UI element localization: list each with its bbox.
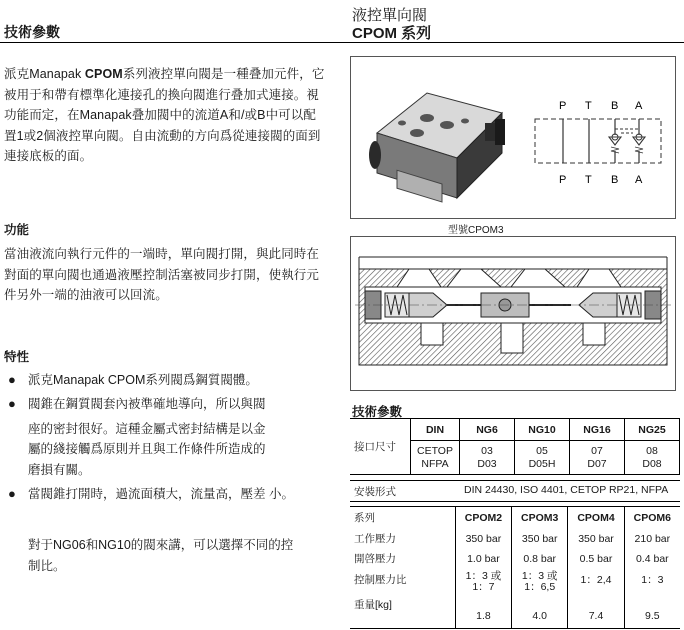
cetop-label: CETOP (417, 444, 453, 457)
feature-item (8, 394, 338, 480)
intro-text: 功能而定，在Manapak叠加閥中的流道A和/或B中可以配 (4, 108, 316, 122)
weight-value: 1.8 (455, 595, 511, 629)
opening-pressure-value: 1.0 bar (455, 549, 511, 569)
cetop-cell (570, 441, 625, 475)
cetop-value: 07 (591, 444, 603, 457)
working-pressure-label: 工作壓力 (354, 533, 396, 545)
bullet-icon: ● (8, 372, 16, 387)
nfpa-value: D08 (642, 457, 662, 470)
figure-caption: 型號CPOM3 (448, 225, 504, 236)
specs-heading: 技術參數 (352, 405, 403, 419)
note-text: 制比。 (28, 558, 66, 573)
cetop-value: 03 (481, 444, 493, 457)
col-header: NG6 (460, 419, 515, 441)
control-ratio-value: 1：2,4 (568, 569, 624, 595)
working-pressure-value: 350 bar (568, 529, 624, 549)
control-ratio-cell (455, 569, 511, 595)
control-ratio-value: 1：3 或 (521, 569, 558, 582)
mounting-value: DIN 24430, ISO 4401, CETOP RP21, NFPA (464, 484, 669, 496)
working-pressure-value: 350 bar (512, 529, 568, 549)
cross-section-drawing (351, 237, 675, 390)
weight-value: 9.5 (624, 595, 680, 629)
port-label-b-bottom: B (611, 174, 619, 186)
port-size-table (350, 418, 680, 475)
series-name: CPOM2 (455, 507, 511, 529)
hydraulic-symbol (523, 67, 673, 207)
note-text: 對于NG06和NG10的閥來講，可以選擇不同的控 (28, 538, 294, 552)
series-name: CPOM6 (624, 507, 680, 529)
series-name: CPOM4 (568, 507, 624, 529)
port-label-p-top: P (559, 100, 567, 112)
cross-section-figure (350, 236, 676, 391)
nfpa-value: D07 (587, 457, 607, 470)
feature-text: 當閥錐打開時，過流面積大，流量高，壓差 小。 (28, 487, 294, 501)
product-series: CPOM 系列 (352, 25, 432, 42)
intro-text: 系列液控單向閥是一種叠加元件，它 (122, 67, 325, 81)
opening-pressure-value: 0.4 bar (624, 549, 680, 569)
col-header: NG16 (570, 419, 625, 441)
features-heading: 特性 (4, 350, 30, 364)
series-table (350, 506, 680, 629)
port-label-b-top: B (611, 100, 619, 112)
weight-value: 4.0 (512, 595, 568, 629)
feature-note (28, 535, 348, 576)
function-text: 當油液流向執行元件的一端時，單向閥打開，與此同時在 (4, 247, 320, 261)
nfpa-value: D03 (477, 457, 497, 470)
function-heading: 功能 (4, 223, 30, 237)
bullet-icon: ● (8, 396, 16, 411)
series-name: CPOM3 (512, 507, 568, 529)
cetop-nfpa-label (411, 441, 460, 475)
page-section-title: 技術參數 (4, 24, 60, 40)
weight-label: 重量[kg] (354, 598, 392, 611)
intro-text: 被用于和帶有標準化連接孔的換向閥進行叠加式連接。視 (4, 87, 320, 102)
port-size-label: 接口尺寸 (350, 419, 411, 475)
feature-text: 屬的綫接觸爲原則并且與工作條件所造成的 (28, 442, 266, 456)
feature-text: 閥錐在鋼質閥套內被準確地導向，所以與閥 (28, 397, 266, 411)
port-label-a-bottom: A (635, 174, 643, 186)
product-figure (350, 56, 676, 219)
port-label-p-bottom: P (559, 174, 567, 186)
feature-item (8, 370, 338, 391)
valve-photo (357, 63, 517, 213)
mounting-label: 安裝形式 (354, 486, 396, 498)
cetop-cell (625, 441, 680, 475)
function-paragraph (4, 244, 344, 306)
cetop-value: 05 (536, 444, 548, 457)
control-ratio-alt: 1：6,5 (524, 580, 556, 593)
feature-text: 派克Manapak CPOM系列閥爲鋼質閥體。 (28, 373, 258, 387)
working-pressure-value: 350 bar (455, 529, 511, 549)
port-label-t-bottom: T (585, 174, 592, 186)
cetop-cell (515, 441, 570, 475)
intro-text: 置1或2個液控單向閥。自由流動的方向爲從連接閥的面到 (4, 128, 321, 143)
intro-model: CPOM (84, 67, 123, 81)
intro-text: 連接底板的面。 (4, 149, 93, 163)
series-label: 系列 (354, 512, 375, 525)
feature-text: 磨損有關。 (28, 462, 91, 477)
col-header: DIN (411, 419, 460, 441)
intro-paragraph (4, 64, 344, 167)
col-header: NG10 (515, 419, 570, 441)
control-ratio-value: 1：3 或 (465, 569, 502, 582)
function-text: 件另外一端的油液可以回流。 (4, 288, 168, 302)
feature-item (8, 484, 348, 505)
nfpa-label: NFPA (421, 457, 449, 470)
cetop-cell (460, 441, 515, 475)
nfpa-value: D05H (528, 457, 556, 470)
header-rule (0, 42, 684, 43)
col-header: NG25 (625, 419, 680, 441)
function-text: 對面的單向閥也通過液壓控制活塞被同步打開，使執行元 (4, 267, 320, 282)
port-label-t-top: T (585, 100, 592, 112)
opening-pressure-value: 0.5 bar (568, 549, 624, 569)
weight-value: 7.4 (568, 595, 624, 629)
feature-text: 座的密封很好。這種金屬式密封結構是以金 (28, 421, 266, 436)
bullet-icon: ● (8, 486, 16, 501)
opening-pressure-value: 0.8 bar (512, 549, 568, 569)
opening-pressure-label: 開啓壓力 (354, 553, 396, 565)
mounting-row (350, 480, 680, 502)
cetop-value: 08 (646, 444, 658, 457)
control-ratio-cell (512, 569, 568, 595)
product-title: 液控單向閥 (352, 7, 428, 24)
control-ratio-value: 1：3 (624, 569, 680, 595)
port-label-a-top: A (635, 100, 643, 112)
control-ratio-label: 控制壓力比 (354, 573, 407, 586)
intro-text: 派克Manapak (4, 67, 85, 81)
control-ratio-alt: 1：7 (472, 580, 495, 593)
working-pressure-value: 210 bar (624, 529, 680, 549)
